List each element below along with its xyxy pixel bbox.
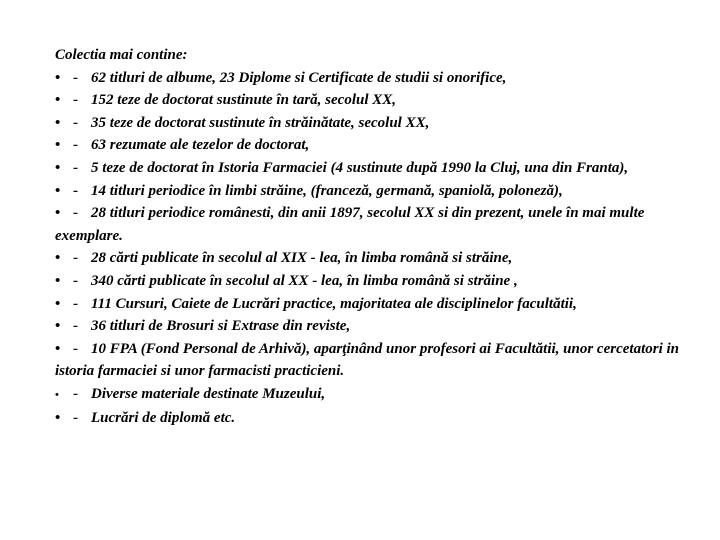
bullet-icon: •: [55, 388, 59, 401]
dash-marker: -: [73, 137, 78, 154]
bullet-icon: •: [55, 272, 61, 289]
list-item-text: Lucrări de diplomă etc.: [91, 409, 236, 426]
dash-marker: -: [73, 340, 78, 357]
list-heading: Colectia mai contine:: [55, 47, 188, 63]
list-item-text: 63 rezumate ale tezelor de doctorat,: [91, 137, 310, 154]
bullet-icon: •: [55, 92, 61, 109]
bullet-icon: •: [55, 250, 61, 267]
bullet-icon: •: [55, 318, 61, 335]
dash-marker: -: [73, 250, 78, 267]
list-item: [55, 315, 695, 338]
list-item: [55, 202, 695, 247]
list-item: [55, 270, 695, 293]
list-item: [55, 293, 695, 316]
list-item-text: 62 titluri de albume, 23 Diplome si Certificate de studii si onorifice,: [91, 69, 507, 86]
list-item-text: 152 teze de doctorat sustinute în tară, secolul XX,: [91, 92, 397, 109]
list-item-text: 5 teze de doctorat în Istoria Farmaciei (4 sustinute după 1990 la Cluj, una din Franta),: [91, 159, 629, 176]
list-item-text: 340 cărti publicate în secolul al XX - lea, în limba română si străine ,: [91, 272, 518, 289]
list-item-text: 28 titluri periodice românesti, din anii 1897, secolul XX si din prezent, unele în mai multe exemplare.: [55, 205, 645, 244]
bullet-icon: •: [55, 205, 61, 222]
list-item-text: 10 FPA (Fond Personal de Arhivă), aparţinând unor profesori ai Facultătii, unor cercetatori in istoria farmaciei si unor farmacisti practicieni.: [55, 340, 679, 380]
list-item: [55, 112, 695, 135]
list-item-text: 111 Cursuri, Caiete de Lucrări practice, majoritatea ale disciplinelor facultătii,: [91, 295, 577, 312]
list-item: [55, 67, 695, 90]
dash-marker: -: [73, 182, 78, 199]
bullet-icon: •: [55, 69, 61, 86]
list-item: [55, 247, 695, 270]
bullet-icon: •: [55, 114, 61, 131]
list-item-text: 14 titluri periodice în limbi străine, (franceză, germană, spaniolă, poloneză),: [91, 182, 563, 199]
document-body: [55, 44, 695, 429]
dash-marker: -: [73, 114, 78, 131]
dash-marker: -: [73, 69, 78, 86]
dash-marker: -: [73, 272, 78, 289]
list-item-text: 36 titluri de Brosuri si Extrase din reviste,: [91, 318, 351, 335]
dash-marker: -: [73, 409, 78, 426]
dash-marker: -: [73, 205, 78, 222]
list-item: [55, 338, 695, 383]
list-item: [55, 407, 695, 430]
list-item: [55, 157, 695, 180]
bullet-icon: •: [55, 295, 61, 312]
dash-marker: -: [73, 159, 78, 176]
bullet-icon: •: [55, 137, 61, 154]
list-item: [55, 89, 695, 112]
list-item-text: 28 cărti publicate în secolul al XIX - lea, în limba română si străine,: [91, 250, 513, 267]
dash-marker: -: [73, 385, 78, 402]
bullet-icon: •: [55, 159, 61, 176]
dash-marker: -: [73, 92, 78, 109]
list-item: [55, 383, 695, 407]
bullet-icon: •: [55, 409, 61, 426]
list-item: [55, 180, 695, 203]
dash-marker: -: [73, 295, 78, 312]
bullet-icon: •: [55, 340, 61, 357]
list-item-text: 35 teze de doctorat sustinute în străinătate, secolul XX,: [91, 114, 430, 131]
list-item: [55, 134, 695, 157]
list-item-text: Diverse materiale destinate Muzeului,: [91, 385, 326, 402]
dash-marker: -: [73, 318, 78, 335]
bullet-icon: •: [55, 182, 61, 199]
